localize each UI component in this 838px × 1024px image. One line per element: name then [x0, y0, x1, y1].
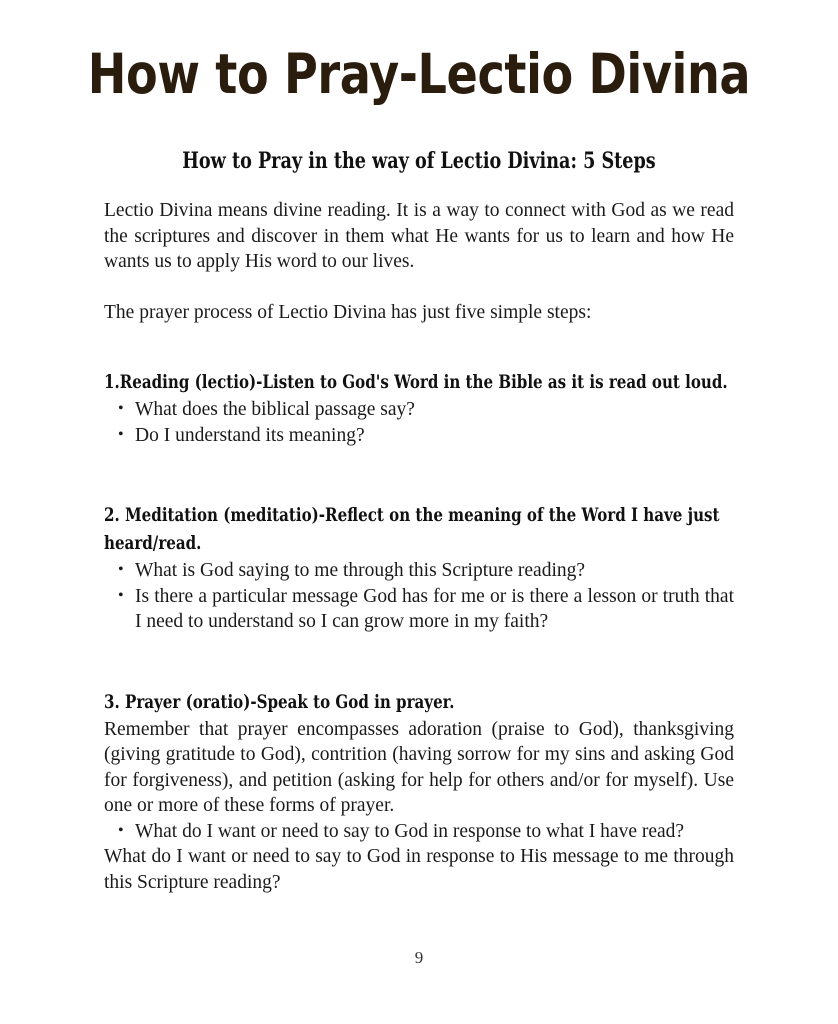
- page-title: How to Pray-Lectio Divina: [87, 42, 751, 106]
- list-item: • What do I want or need to say to God in response to what I have read?: [104, 819, 734, 845]
- step-3-heading: 3. Prayer (oratio)-Speak to God in prayer.: [104, 691, 455, 713]
- spacer: [104, 275, 734, 300]
- step-3-paragraph: Remember that prayer encompasses adoration (praise to God), thanksgiving (giving gratitude to God), contrition (having sorrow for my sins and asking God for forgiveness), and petition (asking for help for others and/or for myself). Use one or more of these forms of prayer.: [104, 718, 734, 816]
- list-item: • Is there a particular message God has for me or is there a lesson or truth that I need to understand so I can grow more in my faith?: [104, 584, 734, 635]
- list-item: • What is God saying to me through this Scripture reading?: [104, 558, 734, 584]
- step-3-bullet-list: [104, 819, 734, 845]
- list-item: • What does the biblical passage say?: [104, 397, 734, 423]
- step-1-heading: 1.Reading (lectio)-Listen to God's Word in the Bible as it is read out loud.: [104, 372, 728, 393]
- page-number: 9: [414, 948, 424, 967]
- list-item: • Do I understand its meaning?: [104, 423, 734, 449]
- intro-paragraph-2: The prayer process of Lectio Divina has just five simple steps:: [104, 301, 592, 323]
- spacer: [104, 448, 734, 502]
- spacer: [104, 325, 734, 369]
- document-subtitle: How to Pray in the way of Lectio Divina: 5 Steps: [182, 147, 656, 174]
- document-body: [104, 198, 734, 895]
- step-1-bullet-list: [104, 397, 734, 448]
- intro-paragraph-1: Lectio Divina means divine reading. It is a way to connect with God as we read the scriptures and discover in them what He wants for us to learn and how He wants us to apply His word to our lives.: [104, 200, 734, 272]
- spacer: [104, 635, 734, 689]
- step-2-heading: 2. Meditation (meditatio)-Reflect on the meaning of the Word I have just heard/read.: [104, 505, 720, 554]
- step-2-bullet-list: [104, 558, 734, 635]
- step-3-closing-paragraph: What do I want or need to say to God in response to His message to me through this Scripture reading?: [104, 846, 734, 893]
